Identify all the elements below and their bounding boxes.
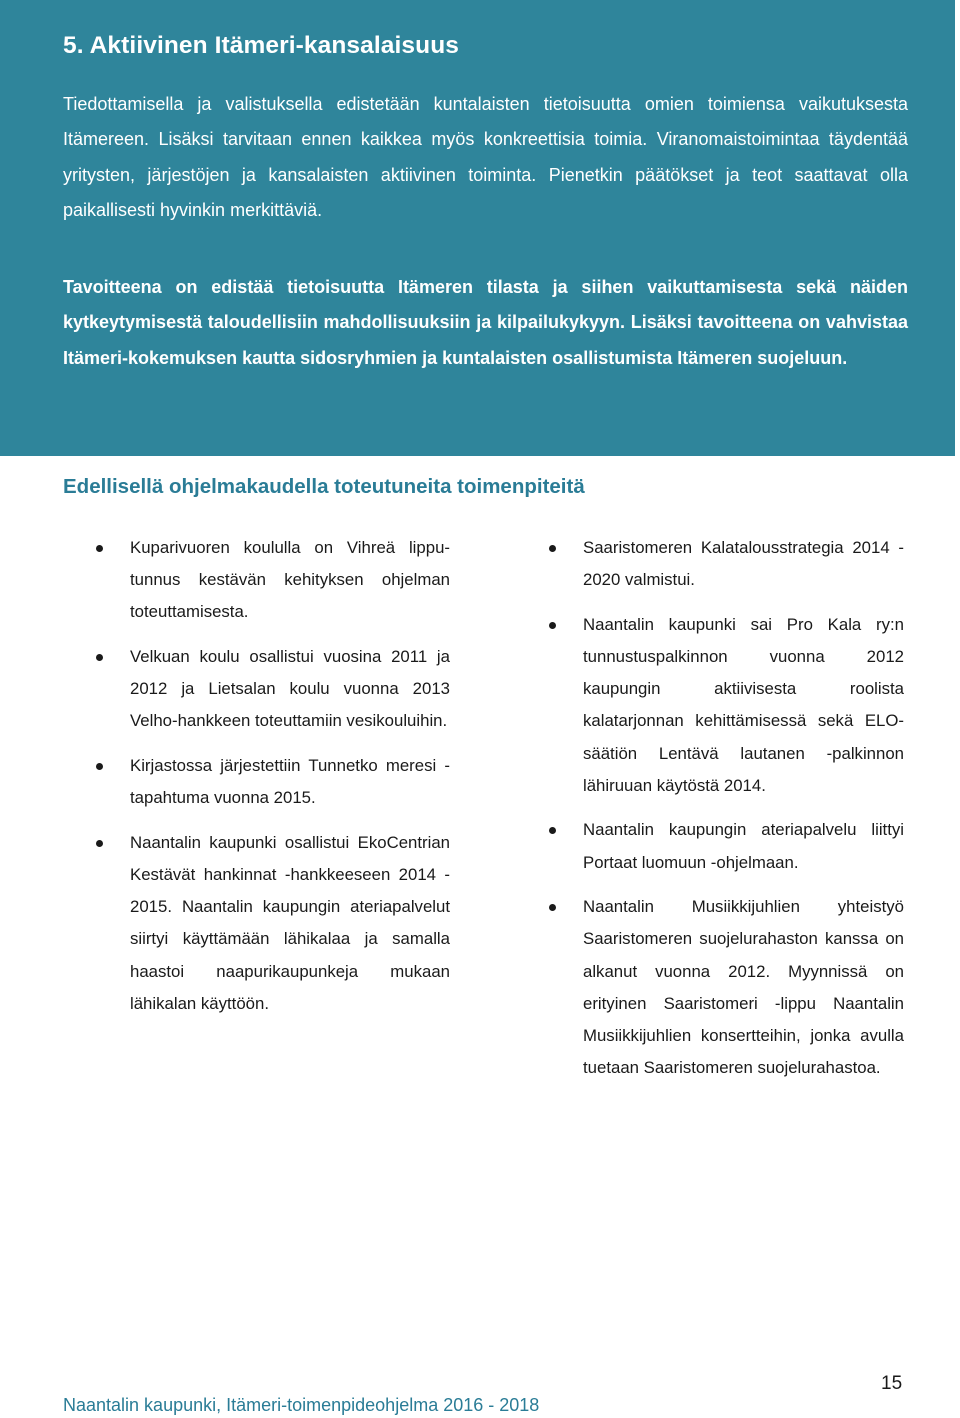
page-number: 15 <box>881 1373 903 1394</box>
list-item <box>96 827 450 1020</box>
bullet-icon <box>549 622 556 629</box>
list-item <box>549 891 904 1084</box>
section-title: 5. Aktiivinen Itämeri-kansalaisuus <box>63 32 460 59</box>
bullet-icon <box>549 827 556 834</box>
goal-paragraph: Tavoitteena on edistää tietoisuutta Itämeren tilasta ja siihen vaikuttamisesta sekä näiden kytkeytymisestä taloudellisiin mahdollisuuksiin ja kilpailukykyyn. Lisäksi tavoitteena on vahvistaa Itämeri-kokemuksen kautta sidosryhmien ja kuntalaisten osallistumista Itämeren suojeluun. <box>63 277 908 368</box>
list-item <box>96 641 450 738</box>
list-item <box>549 532 904 596</box>
list-item-text: Velkuan koulu osallistui vuosina 2011 ja 2012 ja Lietsalan koulu vuonna 2013 Velho-hankkeen toteuttamiin vesikouluihin. <box>130 647 450 731</box>
measures-heading: Edellisellä ohjelmakaudella toteutuneita toimenpiteitä <box>63 475 585 498</box>
measures-list-right <box>549 532 904 1097</box>
bullet-icon <box>549 904 556 911</box>
bullet-icon <box>549 545 556 552</box>
intro-paragraph: Tiedottamisella ja valistuksella edistetään kuntalaisten tietoisuutta omien toimiensa vaikutuksesta Itämereen. Lisäksi tarvitaan ennen kaikkea myös konkreettisia toimia. Viranomaistoimintaa täydentää yritysten, järjestöjen ja kansalaisten aktiivinen toiminta. Pienetkin päätökset ja teot saattavat olla paikallisesti hyvinkin merkittäviä. <box>63 94 908 220</box>
list-item <box>96 750 450 814</box>
list-item <box>96 532 450 629</box>
list-item <box>549 609 904 802</box>
document-footer: Naantalin kaupunki, Itämeri-toimenpideohjelma 2016 - 2018 <box>63 1395 540 1415</box>
list-item <box>549 814 904 878</box>
list-item-text: Kuparivuoren koululla on Vihreä lippu-tunnus kestävän kehityksen ohjelman toteuttamisesta. <box>130 538 450 622</box>
bullet-icon <box>96 840 103 847</box>
bullet-icon <box>96 654 103 661</box>
list-item-text: Naantalin kaupunki osallistui EkoCentrian Kestävät hankinnat -hankkeeseen 2014 - 2015. Naantalin kaupungin ateriapalvelut siirtyi käyttämään lähikalaa ja samalla haastoi naapurikaupunkeja mukaan lähikalan käyttöön. <box>130 832 450 1013</box>
list-item-text: Naantalin Musiikkijuhlien yhteistyö Saaristomeren suojelurahaston kanssa on alkanut vuonna 2012. Myynnissä on erityinen Saaristomeri -lippu Naantalin Musiikkijuhlien konsertteihin, jonka avulla tuetaan Saaristomeren suojelurahastoa. <box>583 897 904 1078</box>
list-item-text: Kirjastossa järjestettiin Tunnetko meresi -tapahtuma vuonna 2015. <box>130 756 450 808</box>
bullet-icon <box>96 545 103 552</box>
list-item-text: Saaristomeren Kalatalousstrategia 2014 - 2020 valmistui. <box>583 538 904 590</box>
bullet-icon <box>96 763 103 770</box>
list-item-text: Naantalin kaupunki sai Pro Kala ry:n tunnustuspalkinnon vuonna 2012 kaupungin aktiivisesta roolista kalatarjonnan kehittämisessä sekä ELO-säätiön Lentävä lautanen -palkinnon lähiruuan käytöstä 2014. <box>583 614 904 795</box>
list-item-text: Naantalin kaupungin ateriapalvelu liittyi Portaat luomuun -ohjelmaan. <box>583 820 904 872</box>
intro-banner <box>0 0 955 456</box>
measures-list-left <box>96 532 450 1032</box>
